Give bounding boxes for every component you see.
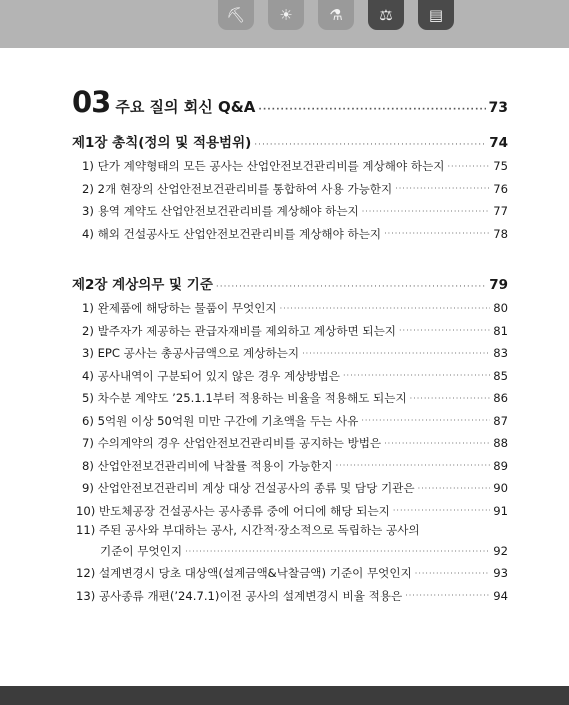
toc-entry[interactable] [72,200,508,223]
toc-entry[interactable] [72,500,508,523]
entry-label: 10) 반도체공장 건설공사는 공사종류 중에 어디에 해당 되는지 [76,503,390,518]
leader-dots [418,484,491,493]
header-band [0,0,569,48]
entry-page: 88 [493,436,508,451]
section-heading[interactable] [72,85,508,119]
toc-entry[interactable] [72,455,508,478]
leader-dots [393,506,490,515]
entry-label: 6) 5억원 이상 50억원 미만 구간에 기초액을 두는 사유 [82,413,359,428]
chapter-heading[interactable] [72,273,508,297]
section-page: 73 [488,100,508,116]
chapter-page: 74 [489,135,508,151]
entry-page: 80 [493,301,508,316]
leader-dots [302,349,490,358]
toc-entry[interactable] [72,178,508,201]
leader-dots [216,282,486,292]
shovel-icon: ⛏ [218,0,254,30]
entry-page: 90 [493,481,508,496]
entry-page: 87 [493,413,508,428]
leader-dots [448,162,491,171]
entry-label: 4) 해외 건설공사도 산업안전보건관리비를 계상해야 하는지 [82,226,382,241]
toc-entry[interactable] [72,223,508,246]
entry-page: 77 [493,204,508,219]
flask-icon: ⚗ [318,0,354,30]
entry-label: 12) 설계변경시 당초 대상액(설계금액&낙찰금액) 기준이 무엇인지 [76,566,412,581]
entry-label: 8) 산업안전보건관리비에 낙찰률 적용이 가능한지 [82,458,333,473]
toc-entry[interactable] [72,297,508,320]
entry-label: 1) 완제품에 해당하는 물품이 무엇인지 [82,301,277,316]
entry-page: 75 [493,159,508,174]
entry-page: 78 [493,226,508,241]
toc-entry[interactable] [72,387,508,410]
chapter-title: 제2장 계상의무 및 기준 [72,277,213,293]
entry-page: 92 [493,544,508,558]
leader-dots [185,547,490,556]
leader-dots [399,326,490,335]
section-number: 03 [72,85,111,119]
entry-label: 9) 산업안전보건관리비 계상 대상 건설공사의 종류 및 담당 기관은 [82,481,415,496]
toc-entry[interactable] [72,155,508,178]
document-icon: ▤ [418,0,454,30]
leader-dots [395,184,490,193]
entry-page: 89 [493,458,508,473]
entry-label: 2) 발주자가 제공하는 관급자재비를 제외하고 계상하면 되는지 [82,323,397,338]
toc-entry[interactable] [72,477,508,500]
chapter-title: 제1장 총칙(정의 및 적용범위) [72,135,252,151]
toc-entry[interactable] [72,562,508,585]
leader-dots [258,105,485,115]
entry-label: 13) 공사종류 개편(’24.7.1)이전 공사의 설계변경시 비율 적용은 [76,588,403,603]
leader-dots [405,591,490,600]
entry-page: 76 [493,181,508,196]
entry-page: 81 [493,323,508,338]
entry-page: 86 [493,391,508,406]
toc-entry[interactable] [72,320,508,343]
toc-entry[interactable] [72,432,508,455]
leader-dots [254,140,486,150]
footer-band [0,686,569,705]
entry-label: 7) 수의계약의 경우 산업안전보건관리비를 공지하는 방법은 [82,436,382,451]
entry-label: 3) 용역 계약도 산업안전보건관리비를 계상해야 하는지 [82,204,359,219]
leader-dots [415,569,490,578]
leader-dots [384,439,490,448]
entry-page: 83 [493,346,508,361]
entry-page: 93 [493,566,508,581]
header-icon-row [218,0,454,30]
toc-entry[interactable] [72,522,508,540]
entry-page: 85 [493,368,508,383]
toc-entry[interactable] [72,365,508,388]
leader-dots [361,416,490,425]
entry-label-continued: 기준이 무엇인지 [100,544,183,558]
entry-label: 4) 공사내역이 구분되어 있지 않은 경우 계상방법은 [82,368,341,383]
leader-dots [343,371,490,380]
toc-entry[interactable] [72,342,508,365]
entry-label: 2) 2개 현장의 산업안전보건관리비를 통합하여 사용 가능한지 [82,181,393,196]
leader-dots [280,304,491,313]
entry-label: 1) 단가 계약형태의 모든 공사는 산업안전보건관리비를 계상해야 하는지 [82,159,445,174]
leader-dots [410,394,491,403]
sun-hazard-icon: ☀ [268,0,304,30]
entry-label: 3) EPC 공사는 총공사금액으로 계상하는지 [82,346,300,361]
toc-entry-continuation[interactable] [72,540,508,562]
entry-page: 91 [493,503,508,518]
leader-dots [336,461,491,470]
leader-dots [362,207,491,216]
toc-entry[interactable] [72,410,508,433]
toc-entry[interactable] [72,585,508,608]
entry-label: 11) 주된 공사와 부대하는 공사, 시간적·장소적으로 독립하는 공사의 [76,523,420,537]
leader-dots [384,229,490,238]
scale-icon: ⚖ [368,0,404,30]
table-of-contents [72,85,508,607]
entry-page: 94 [493,588,508,603]
chapter-page: 79 [489,277,508,293]
section-title: 주요 질의 회신 Q&A [115,98,256,116]
chapter-heading[interactable] [72,131,508,155]
entry-label: 5) 차수분 계약도 ’25.1.1부터 적용하는 비율을 적용해도 되는지 [82,391,407,406]
